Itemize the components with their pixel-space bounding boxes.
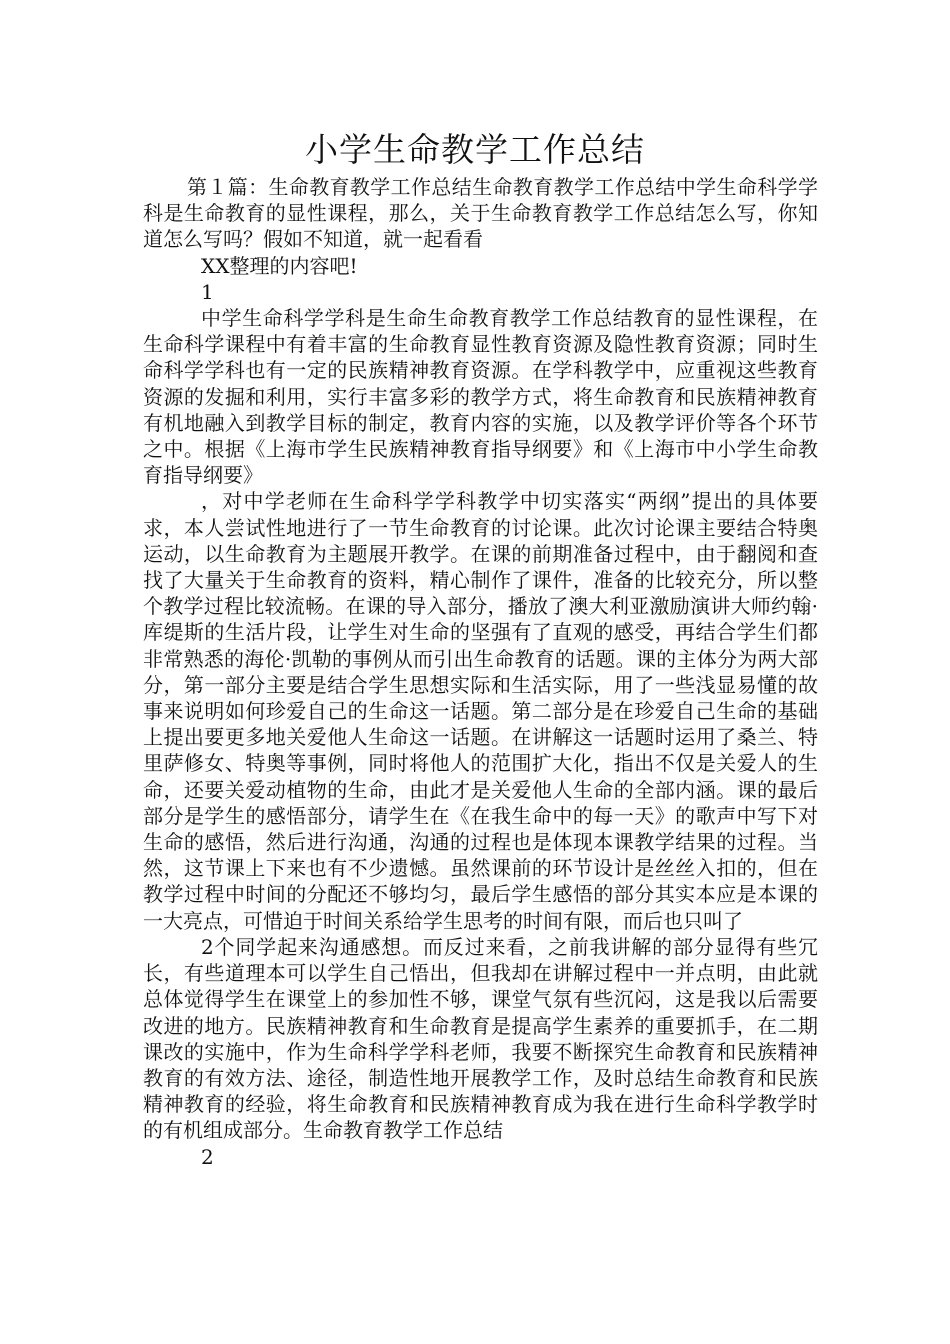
paragraph-body-1: 中学生命科学学科是生命生命教育教学工作总结教育的显性课程，在生命科学课程中有着丰富的生命教育显性教育资源及隐性教育资源；同时生命科学学科也有一定的民族精神教育资源。在学科教学中，应重视这些教育资源的发掘和利用，实行丰富多彩的教学方式，将生命教育和民族精神教育有机地融入到教学目标的制定，教育内容的实施，以及教学评价等各个环节之中。根据《上海市学生民族精神教育指导纲要》和《上海市中小学生命教育指导纲要》	[143, 306, 818, 488]
paragraph-body-2: ，对中学老师在生命科学学科教学中切实落实“两纲”提出的具体要求，本人尝试性地进行了一节生命教育的讨论课。此次讨论课主要结合特奥运动，以生命教育为主题展开教学。在课的前期准备过程中，由于翻阅和查找了大量关于生命教育的资料，精心制作了课件，准备的比较充分，所以整个教学过程比较流畅。在课的导入部分，播放了澳大利亚激励演讲大师约翰·库缇斯的生活片段，让学生对生命的坚强有了直观的感受，再结合学生们都非常熟悉的海伦·凯勒的事例从而引出生命教育的话题。课的主体分为两大部分，第一部分主要是结合学生思想实际和生活实际，用了一些浅显易懂的故事来说明如何珍爱自己的生命这一话题。第二部分是在珍爱自己生命的基础上提出要更多地关爱他人生命这一话题。在讲解这一话题时运用了桑兰、特里萨修女、特奥等事例，同时将他人的范围扩大化，指出不仅是关爱人的生命，还要关爱动植物的生命，由此才是关爱他人生命的全部内涵。课的最后部分是学生的感悟部分，请学生在《在我生命中的每一天》的歌声中写下对生命的感悟，然后进行沟通，沟通的过程也是体现本课教学结果的过程。当然，这节课上下来也有不少遗憾。虽然课前的环节设计是丝丝入扣的，但在教学过程中时间的分配还不够均匀，最后学生感悟的部分其实本应是本课的一大亮点，可惜迫于时间关系给学生思考的时间有限，而后也只叫了	[143, 489, 818, 933]
document-body	[143, 174, 818, 1170]
paragraph-body-3: 2个同学起来沟通感想。而反过来看，之前我讲解的部分显得有些冗长，有些道理本可以学生自己悟出，但我却在讲解过程中一并点明，由此就总体觉得学生在课堂上的参加性不够，课堂气氛有些沉闷，这是我以后需要改进的地方。民族精神教育和生命教育是提高学生素养的重要抓手，在二期课改的实施中，作为生命科学学科老师，我要不断探究生命教育和民族精神教育的有效方法、途径，制造性地开展教学工作，及时总结生命教育和民族精神教育的经验，将生命教育和民族精神教育成为我在进行生命科学教学时的有机组成部分。生命教育教学工作总结	[143, 934, 818, 1143]
section-number-2: 2	[201, 1144, 214, 1169]
section-number-1: 1	[201, 279, 214, 304]
document-title: 小学生命教学工作总结	[305, 130, 645, 169]
paragraph-intro: 第１篇：生命教育教学工作总结生命教育教学工作总结中学生命科学学科是生命教育的显性课程，那么，关于生命教育教学工作总结怎么写，你知道怎么写吗？假如不知道，就一起看看	[143, 175, 818, 252]
paragraph-intro-continued: XX整理的内容吧!	[201, 253, 358, 278]
